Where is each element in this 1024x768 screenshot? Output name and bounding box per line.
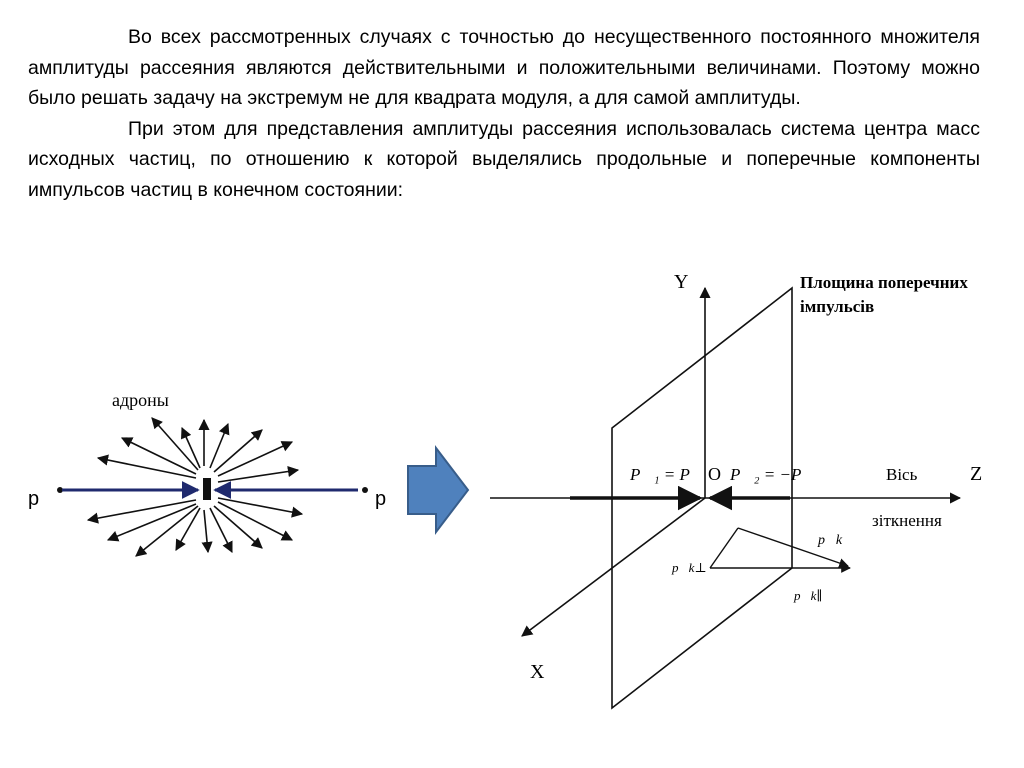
- pk-longitudinal-label: p⃗k∥: [794, 588, 823, 603]
- z-axis-label: Z: [970, 463, 983, 485]
- x-axis-label: X: [530, 661, 545, 683]
- hadron-tracks: [88, 418, 302, 556]
- pk-label: p⃗k: [818, 533, 843, 548]
- coordinate-diagram: [490, 271, 982, 708]
- plane-label-1: Площина поперечних: [800, 273, 968, 292]
- plane-label-2: імпульсів: [800, 297, 875, 316]
- p1-label: P⃗₁ = P⃗: [630, 465, 704, 484]
- left-proton-label: p: [28, 488, 40, 510]
- y-axis-label: Y: [674, 271, 689, 293]
- origin-label: O: [708, 464, 721, 484]
- paragraph-2: При этом для представления амплитуды рассеяния использовалась система центра масс исходных частиц, по отношению к которой выделялись продольные и поперечные компоненты импульсов частиц в конечном состоянии:: [28, 117, 980, 201]
- p2-label: P⃗₂ = −P⃗: [730, 465, 815, 484]
- right-arrow-icon: [408, 448, 468, 532]
- pk-transverse-label: p⃗k⊥: [672, 560, 707, 575]
- hadrons-label: адроны: [112, 390, 169, 410]
- collision-diagram: [28, 390, 386, 556]
- right-proton-label: p: [375, 488, 387, 510]
- collision-point: [203, 478, 211, 500]
- right-proton-dot: [362, 487, 368, 493]
- pk-transverse-line: [710, 528, 738, 568]
- paragraph-1: Во всех рассмотренных случаях с точностью до несущественного постоянного множителя амплитуды рассеяния являются действительными и положительными величинами. Поэтому можно было решать задачу на экстремум не для квадрата модуля, а для самой амплитуды.: [28, 26, 980, 109]
- axis-caption-1: Вісь: [886, 465, 918, 484]
- axis-caption-2: зіткнення: [872, 511, 942, 530]
